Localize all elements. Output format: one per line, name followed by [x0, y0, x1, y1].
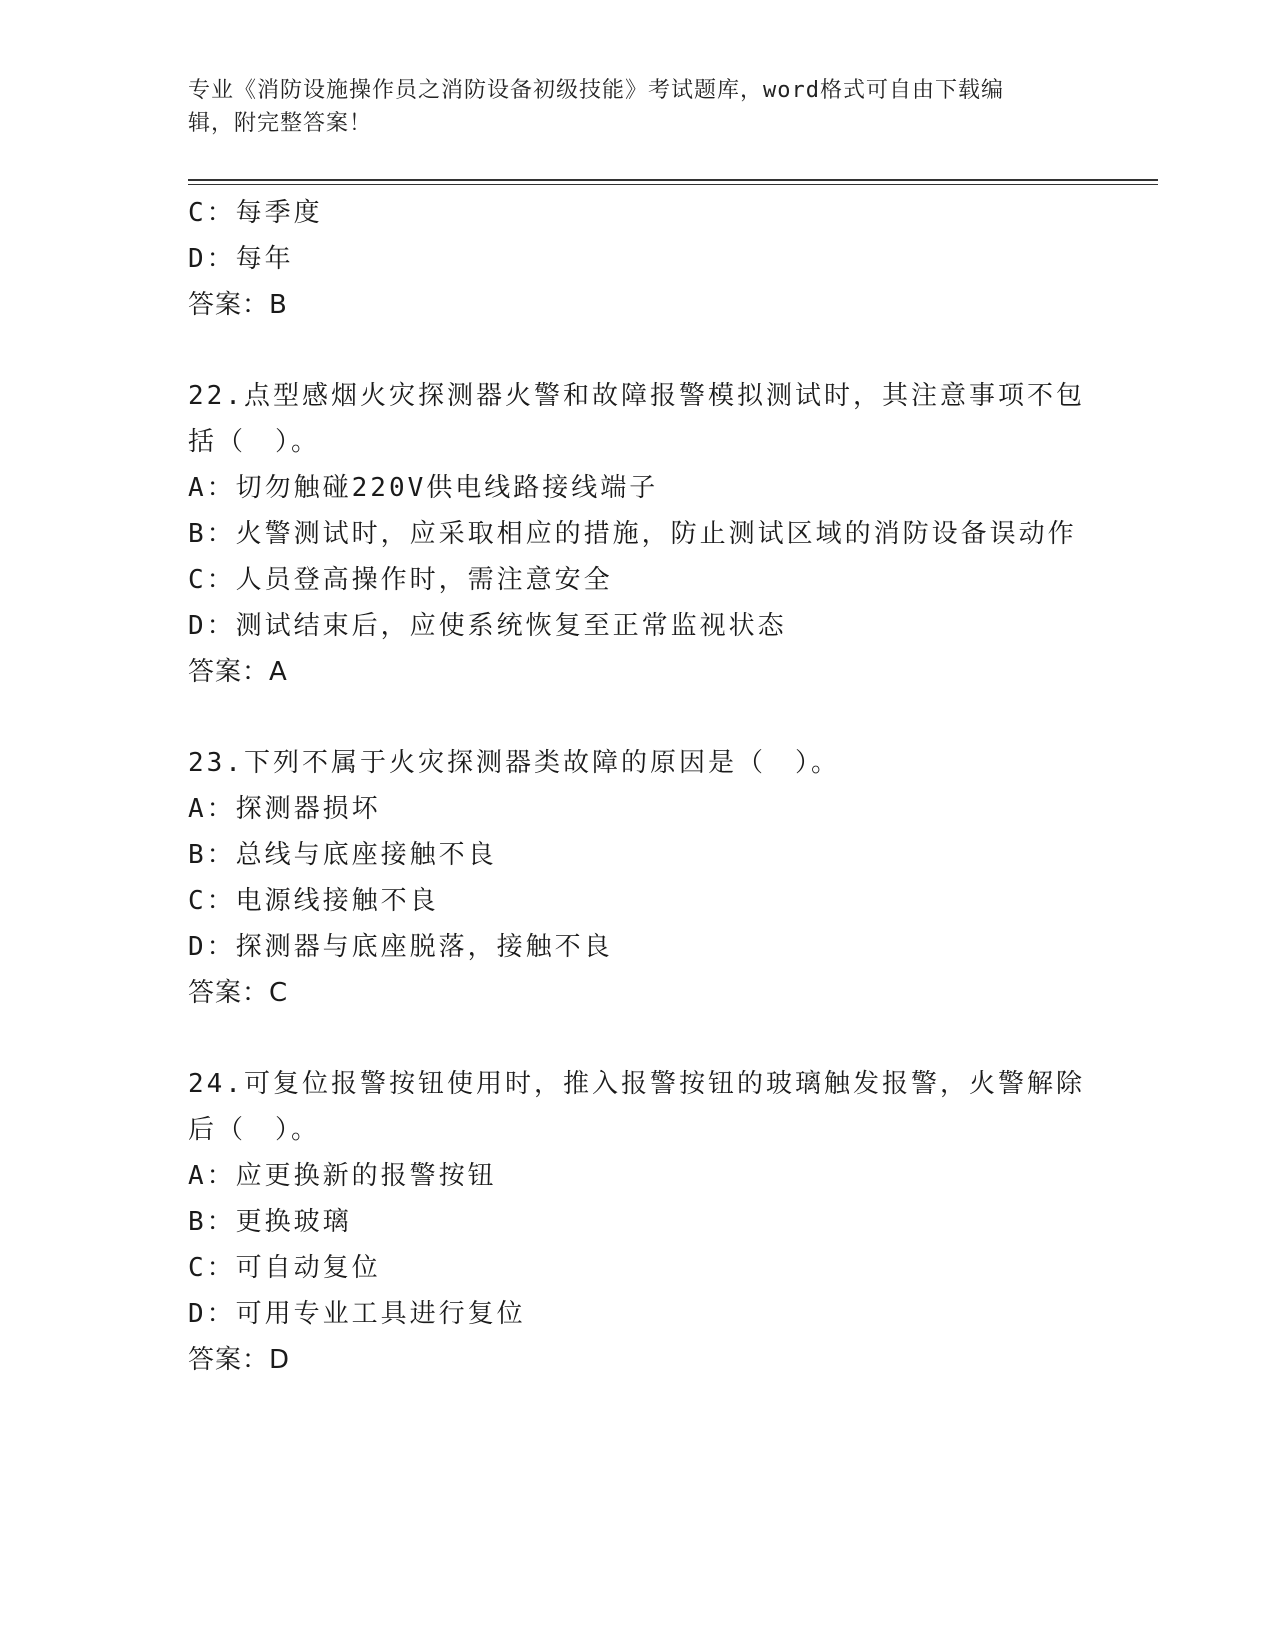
question-stem-line: 括（ ）。 [188, 427, 321, 457]
question-stem-line: 22.点型感烟火灾探测器火警和故障报警模拟测试时，其注意事项不包 [188, 381, 1085, 411]
option-b: B：火警测试时，应采取相应的措施，防止测试区域的消防设备误动作 [188, 519, 1077, 549]
option-a: A：探测器损坏 [188, 794, 381, 824]
option-b: B：更换玻璃 [188, 1207, 352, 1237]
question-22 [188, 373, 1158, 695]
option-a: A：应更换新的报警按钮 [188, 1161, 497, 1191]
question-stem-line: 后（ ）。 [188, 1115, 321, 1145]
option-c: C：人员登高操作时，需注意安全 [188, 565, 613, 595]
header-divider-thin [188, 184, 1158, 185]
spacer [188, 695, 1158, 740]
option-c: C：每季度 [188, 198, 323, 228]
question-21 [188, 190, 1158, 328]
answer: 答案：D [188, 1345, 291, 1375]
option-a: A：切勿触碰220V供电线路接线端子 [188, 473, 659, 503]
header-divider-thick [188, 179, 1158, 181]
option-c: C：可自动复位 [188, 1253, 381, 1283]
option-d: D：每年 [188, 244, 294, 274]
spacer [188, 1016, 1158, 1061]
question-23 [188, 740, 1158, 1016]
question-stem-line: 23.下列不属于火灾探测器类故障的原因是（ ）。 [188, 748, 840, 778]
answer: 答案：B [188, 290, 288, 320]
option-c: C：电源线接触不良 [188, 886, 439, 916]
header-line-2: 辑，附完整答案！ [188, 111, 373, 136]
option-d: D：可用专业工具进行复位 [188, 1299, 526, 1329]
option-d: D：探测器与底座脱落，接触不良 [188, 932, 613, 962]
answer: 答案：A [188, 657, 288, 687]
page-header [188, 74, 1088, 140]
question-24 [188, 1061, 1158, 1383]
header-line-1: 专业《消防设施操作员之消防设备初级技能》考试题库，word格式可自由下载编 [188, 78, 1004, 103]
option-b: B：总线与底座接触不良 [188, 840, 497, 870]
question-stem-line: 24.可复位报警按钮使用时，推入报警按钮的玻璃触发报警，火警解除 [188, 1069, 1085, 1099]
question-list [188, 190, 1158, 1383]
answer: 答案：C [188, 978, 289, 1008]
option-d: D：测试结束后，应使系统恢复至正常监视状态 [188, 611, 787, 641]
spacer [188, 328, 1158, 373]
